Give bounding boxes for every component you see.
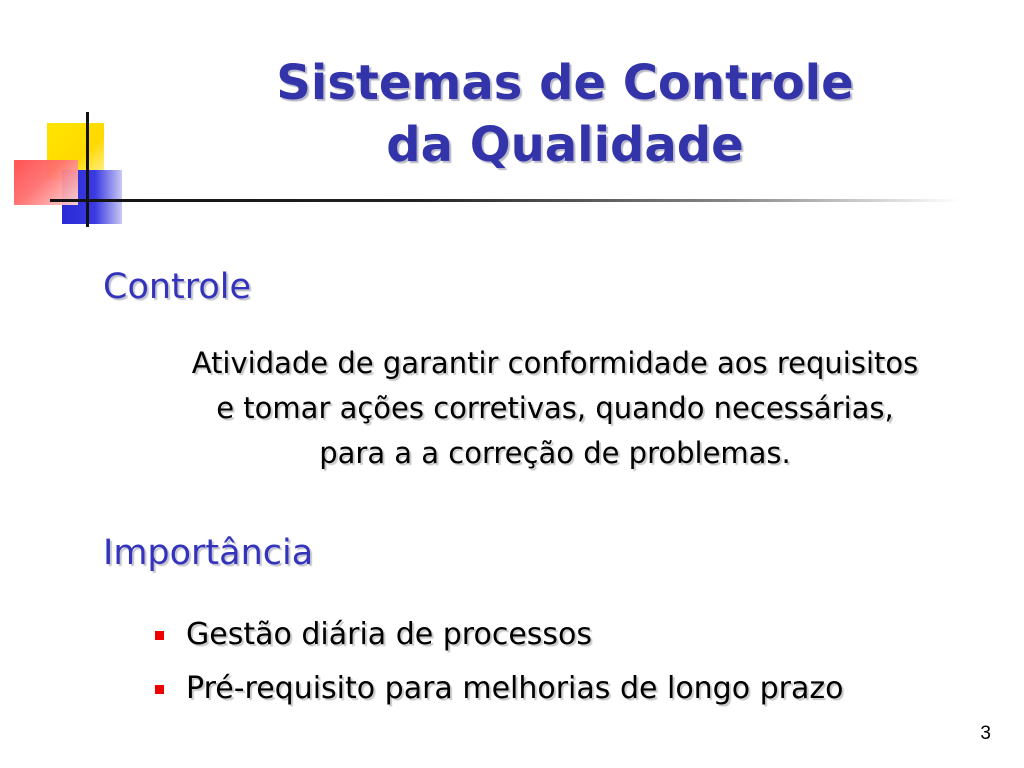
- bullet-text: Pré-requisito para melhorias de longo prazo: [186, 671, 844, 706]
- heading-controle: Controle: [103, 267, 252, 307]
- square-bullet-icon: [155, 631, 164, 640]
- controle-definition-line-3: para a a correção de problemas.: [319, 436, 791, 470]
- heading-importancia: Importância: [103, 533, 314, 573]
- controle-definition-line-2: e tomar ações corretivas, quando necessárias,: [216, 391, 894, 425]
- slide-title: [190, 52, 940, 176]
- importancia-bullet-list: [155, 608, 843, 716]
- decorative-vertical-line: [86, 112, 89, 227]
- slide-title-line-1: Sistemas de Controle: [276, 55, 854, 111]
- page-number: 3: [980, 723, 991, 744]
- controle-definition: [155, 341, 955, 476]
- square-bullet-icon: [155, 685, 164, 694]
- slide-title-line-2: da Qualidade: [386, 117, 744, 173]
- bullet-text: Gestão diária de processos: [186, 617, 593, 652]
- list-item: [155, 662, 843, 716]
- list-item: [155, 608, 843, 662]
- controle-definition-line-1: Atividade de garantir conformidade aos requisitos: [191, 346, 919, 380]
- title-underline: [50, 199, 960, 202]
